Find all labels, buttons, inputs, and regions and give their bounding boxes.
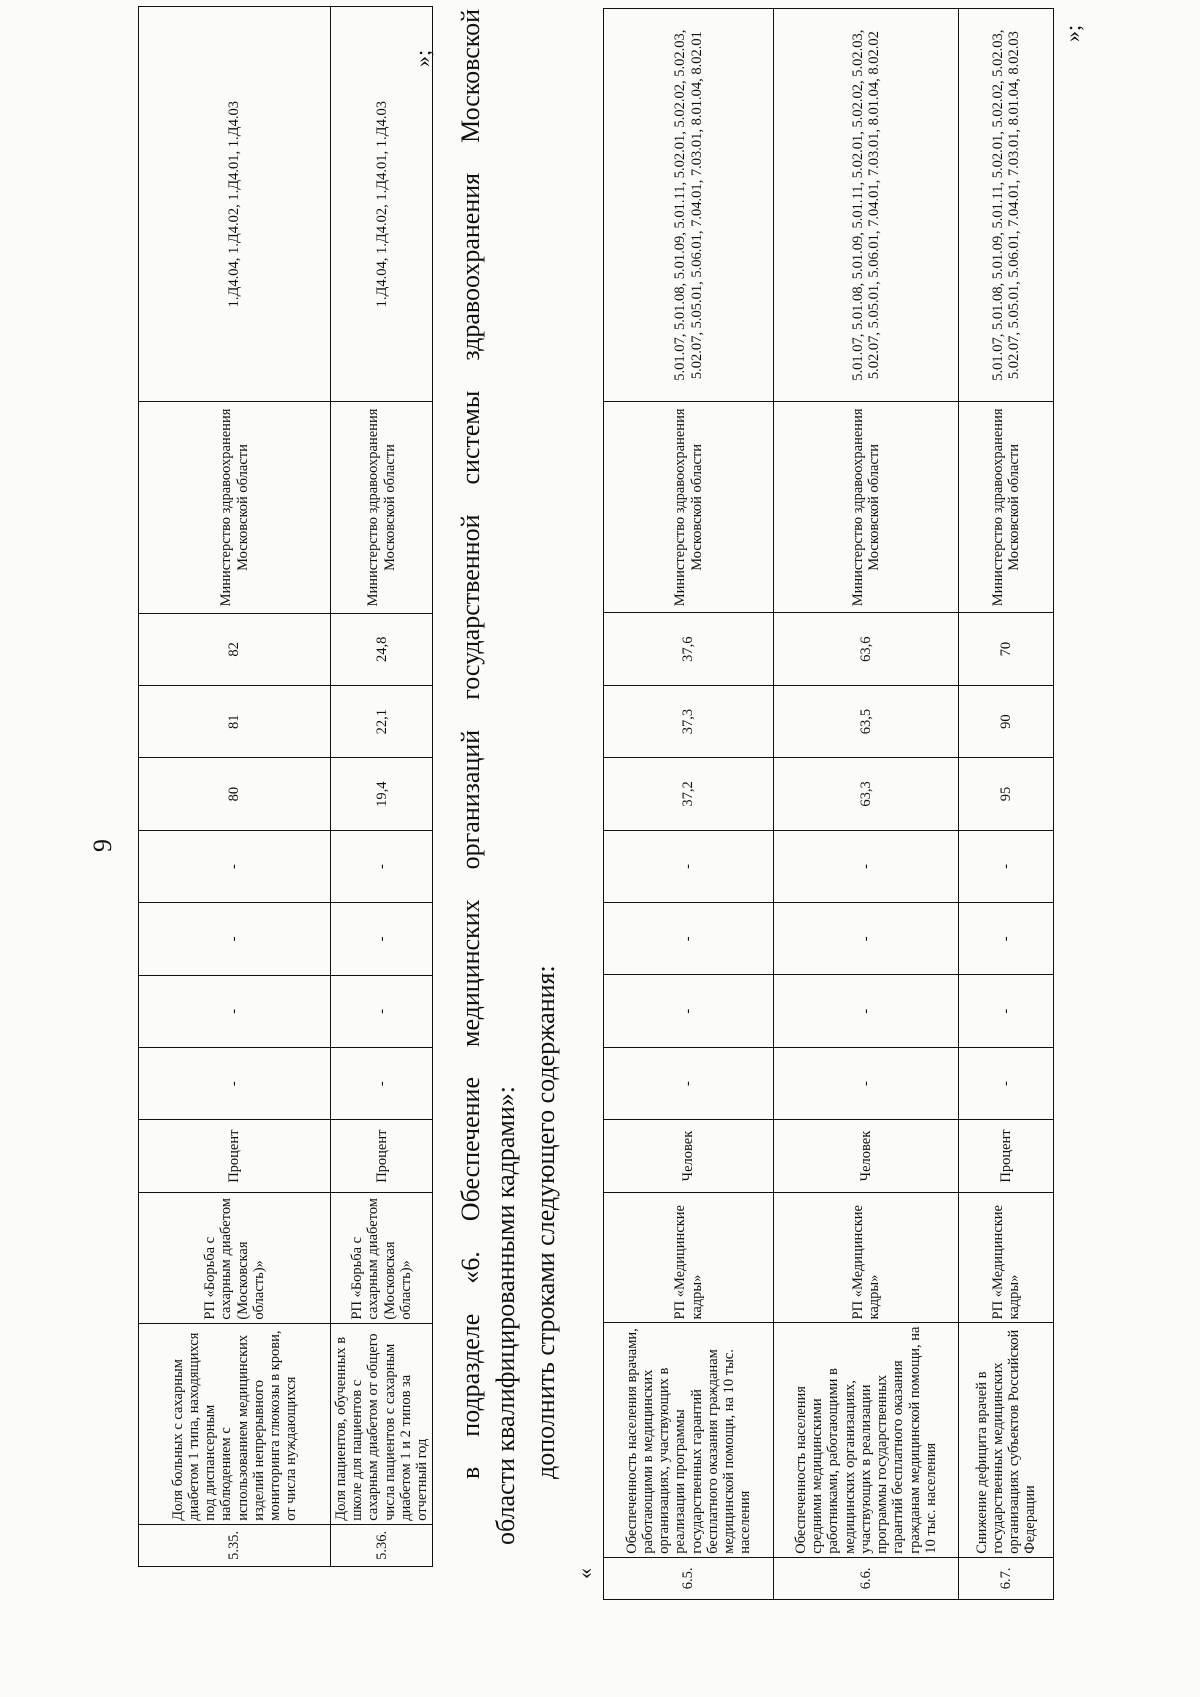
regional-project: РП «Медицинские кадры»	[604, 1192, 774, 1323]
value-cell: -	[604, 903, 774, 975]
responsible-body: Министерство здравоохранения Московской области	[959, 402, 1054, 613]
value-cell: 22,1	[331, 686, 433, 758]
activity-codes: 1.Д4.04, 1.Д4.02, 1.Д4.01, 1.Д4.03	[331, 7, 433, 402]
indicator-name: Обеспеченность населения врачами, работающими в медицинских организациях, участвующих в реализации программы государственных гарантий бесплатного оказания гражданам медицинской помощи, на 10 тыс. населения	[604, 1323, 774, 1557]
value-cell: 90	[959, 685, 1054, 757]
activity-codes: 5.01.07, 5.01.08, 5.01.09, 5.01.11, 5.02.01, 5.02.02, 5.02.03, 5.02.07, 5.05.01, 5.06.01, 7.04.01, 7.03.01, 8.01.04, 8.02.02	[774, 9, 959, 402]
row-number: 6.7.	[959, 1557, 1054, 1599]
value-cell: -	[331, 830, 433, 902]
unit: Процент	[331, 1120, 433, 1192]
value-cell: 95	[959, 758, 1054, 830]
row-number: 6.5.	[604, 1557, 774, 1599]
value-cell: -	[331, 1048, 433, 1120]
table-row	[604, 9, 774, 1600]
unit: Человек	[604, 1120, 774, 1192]
closing-quote: »;	[410, 49, 435, 67]
indicator-name: Доля пациентов, обученных в школе для пациентов с сахарным диабетом от общего числа пациентов с сахарным диабетом 1 и 2 типов за отчетный год	[331, 1323, 433, 1524]
value-cell: -	[139, 975, 331, 1047]
value-cell: 37,3	[604, 685, 774, 757]
value-cell: -	[774, 975, 959, 1047]
value-cell: -	[774, 1047, 959, 1119]
value-cell: 63,6	[774, 613, 959, 685]
value-cell: -	[139, 830, 331, 902]
regional-project: РП «Борьба с сахарным диабетом (Московская область)»	[331, 1192, 433, 1323]
value-cell: -	[604, 830, 774, 902]
value-cell: 70	[959, 613, 1054, 685]
paragraph-line: области квалифицированными кадрами»:	[491, 1086, 520, 1545]
indicators-table-diabetes	[138, 6, 433, 1567]
row-number: 6.6.	[774, 1557, 959, 1599]
closing-quote: »;	[1060, 24, 1085, 42]
value-cell: -	[331, 903, 433, 975]
table-row	[139, 7, 331, 1567]
indicator-name: Снижение дефицита врачей в государственных медицинских организациях субъектов Российской Федерации	[959, 1323, 1054, 1557]
value-cell: 37,6	[604, 613, 774, 685]
row-number: 5.36.	[331, 1524, 433, 1566]
paragraph-line: в подразделе «6. Обеспечение медицинских организаций государственной системы здравоохранения Московской	[456, 9, 485, 1479]
value-cell: -	[604, 1047, 774, 1119]
value-cell: -	[604, 975, 774, 1047]
table-row	[774, 9, 959, 1600]
value-cell: 80	[139, 758, 331, 830]
value-cell: -	[959, 1047, 1054, 1119]
regional-project: РП «Медицинские кадры»	[959, 1192, 1054, 1323]
responsible-body: Министерство здравоохранения Московской области	[331, 402, 433, 613]
responsible-body: Министерство здравоохранения Московской области	[774, 402, 959, 613]
value-cell: 24,8	[331, 613, 433, 685]
unit: Процент	[139, 1120, 331, 1192]
value-cell: -	[774, 903, 959, 975]
value-cell: -	[139, 1048, 331, 1120]
value-cell: -	[331, 975, 433, 1047]
responsible-body: Министерство здравоохранения Московской области	[139, 402, 331, 613]
paragraph-line: дополнить строками следующего содержания:	[531, 965, 560, 1479]
table-row	[331, 7, 433, 1567]
indicator-name: Обеспеченность населения средними медицинскими работниками, работающими в медицинских организациях, участвующих в реализации программы государственных гарантий бесплатного оказания гражданам медицинской помощи, на 10 тыс. населения	[774, 1323, 959, 1557]
value-cell: 81	[139, 686, 331, 758]
opening-quote: «	[572, 1568, 597, 1579]
value-cell: -	[959, 903, 1054, 975]
activity-codes: 5.01.07, 5.01.08, 5.01.09, 5.01.11, 5.02.01, 5.02.02, 5.02.03, 5.02.07, 5.05.01, 5.06.01, 7.04.01, 7.03.01, 8.01.04, 8.02.03	[959, 9, 1054, 402]
regional-project: РП «Борьба с сахарным диабетом (Московская область)»	[139, 1192, 331, 1323]
indicators-table-staff	[603, 8, 1054, 1600]
row-number: 5.35.	[139, 1524, 331, 1566]
value-cell: 37,2	[604, 758, 774, 830]
unit: Человек	[774, 1120, 959, 1192]
value-cell: -	[774, 830, 959, 902]
table-row	[959, 9, 1054, 1600]
value-cell: -	[959, 975, 1054, 1047]
value-cell: 19,4	[331, 758, 433, 830]
value-cell: 63,5	[774, 685, 959, 757]
value-cell: -	[139, 903, 331, 975]
value-cell: 63,3	[774, 758, 959, 830]
value-cell: -	[959, 830, 1054, 902]
responsible-body: Министерство здравоохранения Московской области	[604, 402, 774, 613]
page-number: 9	[88, 839, 117, 852]
regional-project: РП «Медицинские кадры»	[774, 1192, 959, 1323]
value-cell: 82	[139, 613, 331, 685]
indicator-name: Доля больных с сахарным диабетом 1 типа, находящихся под диспансерным наблюдением с использованием медицинских изделий непрерывного мониторинга глюкозы в крови, от числа нуждающихся	[139, 1323, 331, 1524]
activity-codes: 5.01.07, 5.01.08, 5.01.09, 5.01.11, 5.02.01, 5.02.02, 5.02.03, 5.02.07, 5.05.01, 5.06.01, 7.04.01, 7.03.01, 8.01.04, 8.02.01	[604, 9, 774, 402]
activity-codes: 1.Д4.04, 1.Д4.02, 1.Д4.01, 1.Д4.03	[139, 7, 331, 402]
unit: Процент	[959, 1120, 1054, 1192]
